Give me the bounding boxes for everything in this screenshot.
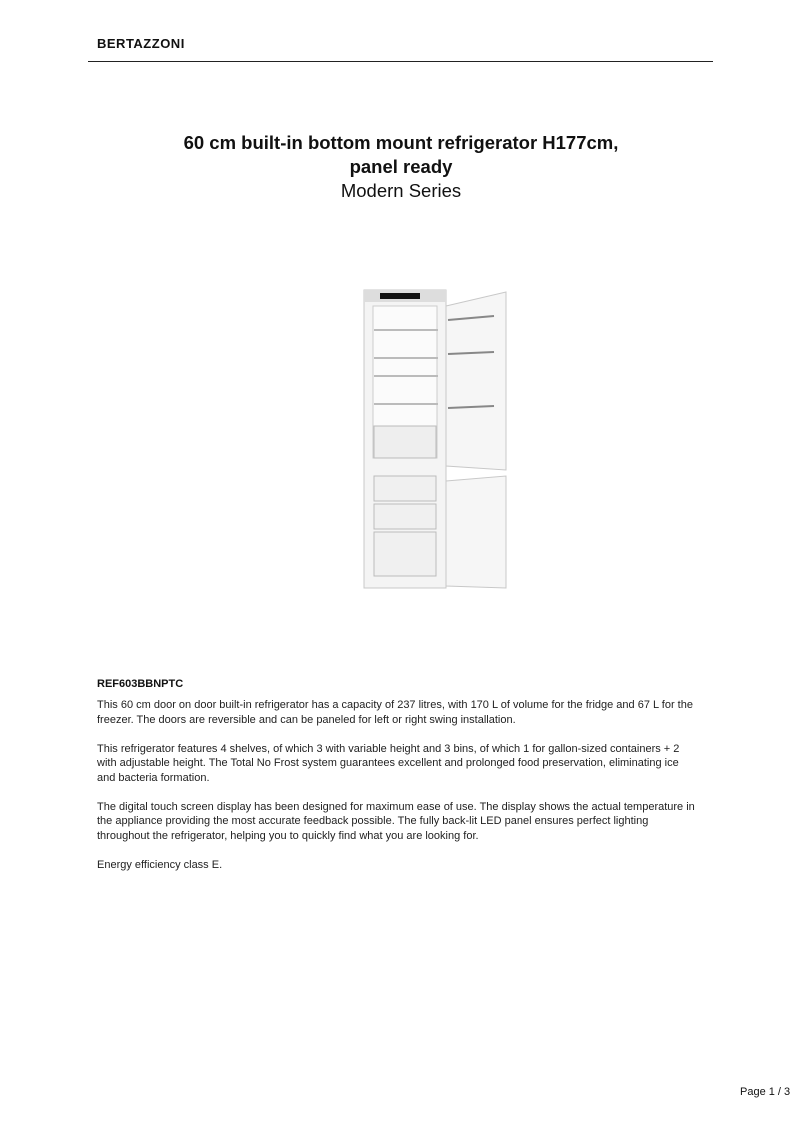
header-divider <box>88 61 713 62</box>
refrigerator-image <box>360 286 510 591</box>
description-paragraph: Energy efficiency class E. <box>97 858 223 871</box>
product-description <box>97 698 697 887</box>
description-paragraph: This 60 cm door on door built-in refrigerator has a capacity of 237 litres, with 170 L of volume for the fridge and 67 L for the freezer. The doors are reversible and can be paneled for left or right swing installation. <box>97 699 693 726</box>
series-subtitle: Modern Series <box>340 180 462 201</box>
title-line-2: panel ready <box>349 156 453 177</box>
page-number: Page 1 / 3 <box>740 1086 791 1098</box>
description-paragraph: The digital touch screen display has been designed for maximum ease of use. The display shows the actual temperature in the appliance providing the most accurate feedback possible. The fully back-lit LED panel ensures perfect lighting throughout the refrigerator, helping you to quickly find what you are looking for. <box>97 800 695 842</box>
model-number: REF603BBNPTC <box>97 678 184 690</box>
brand-name: BERTAZZONI <box>97 36 185 51</box>
product-title <box>0 131 802 179</box>
description-paragraph: This refrigerator features 4 shelves, of which 3 with variable height and 3 bins, of which 1 for gallon-sized containers + 2 with adjustable height. The Total No Frost system guarantees excellent and prolonged food preservation, eliminating ice and bacteria formation. <box>97 742 680 784</box>
title-line-1: 60 cm built-in bottom mount refrigerator H177cm, <box>183 132 619 153</box>
